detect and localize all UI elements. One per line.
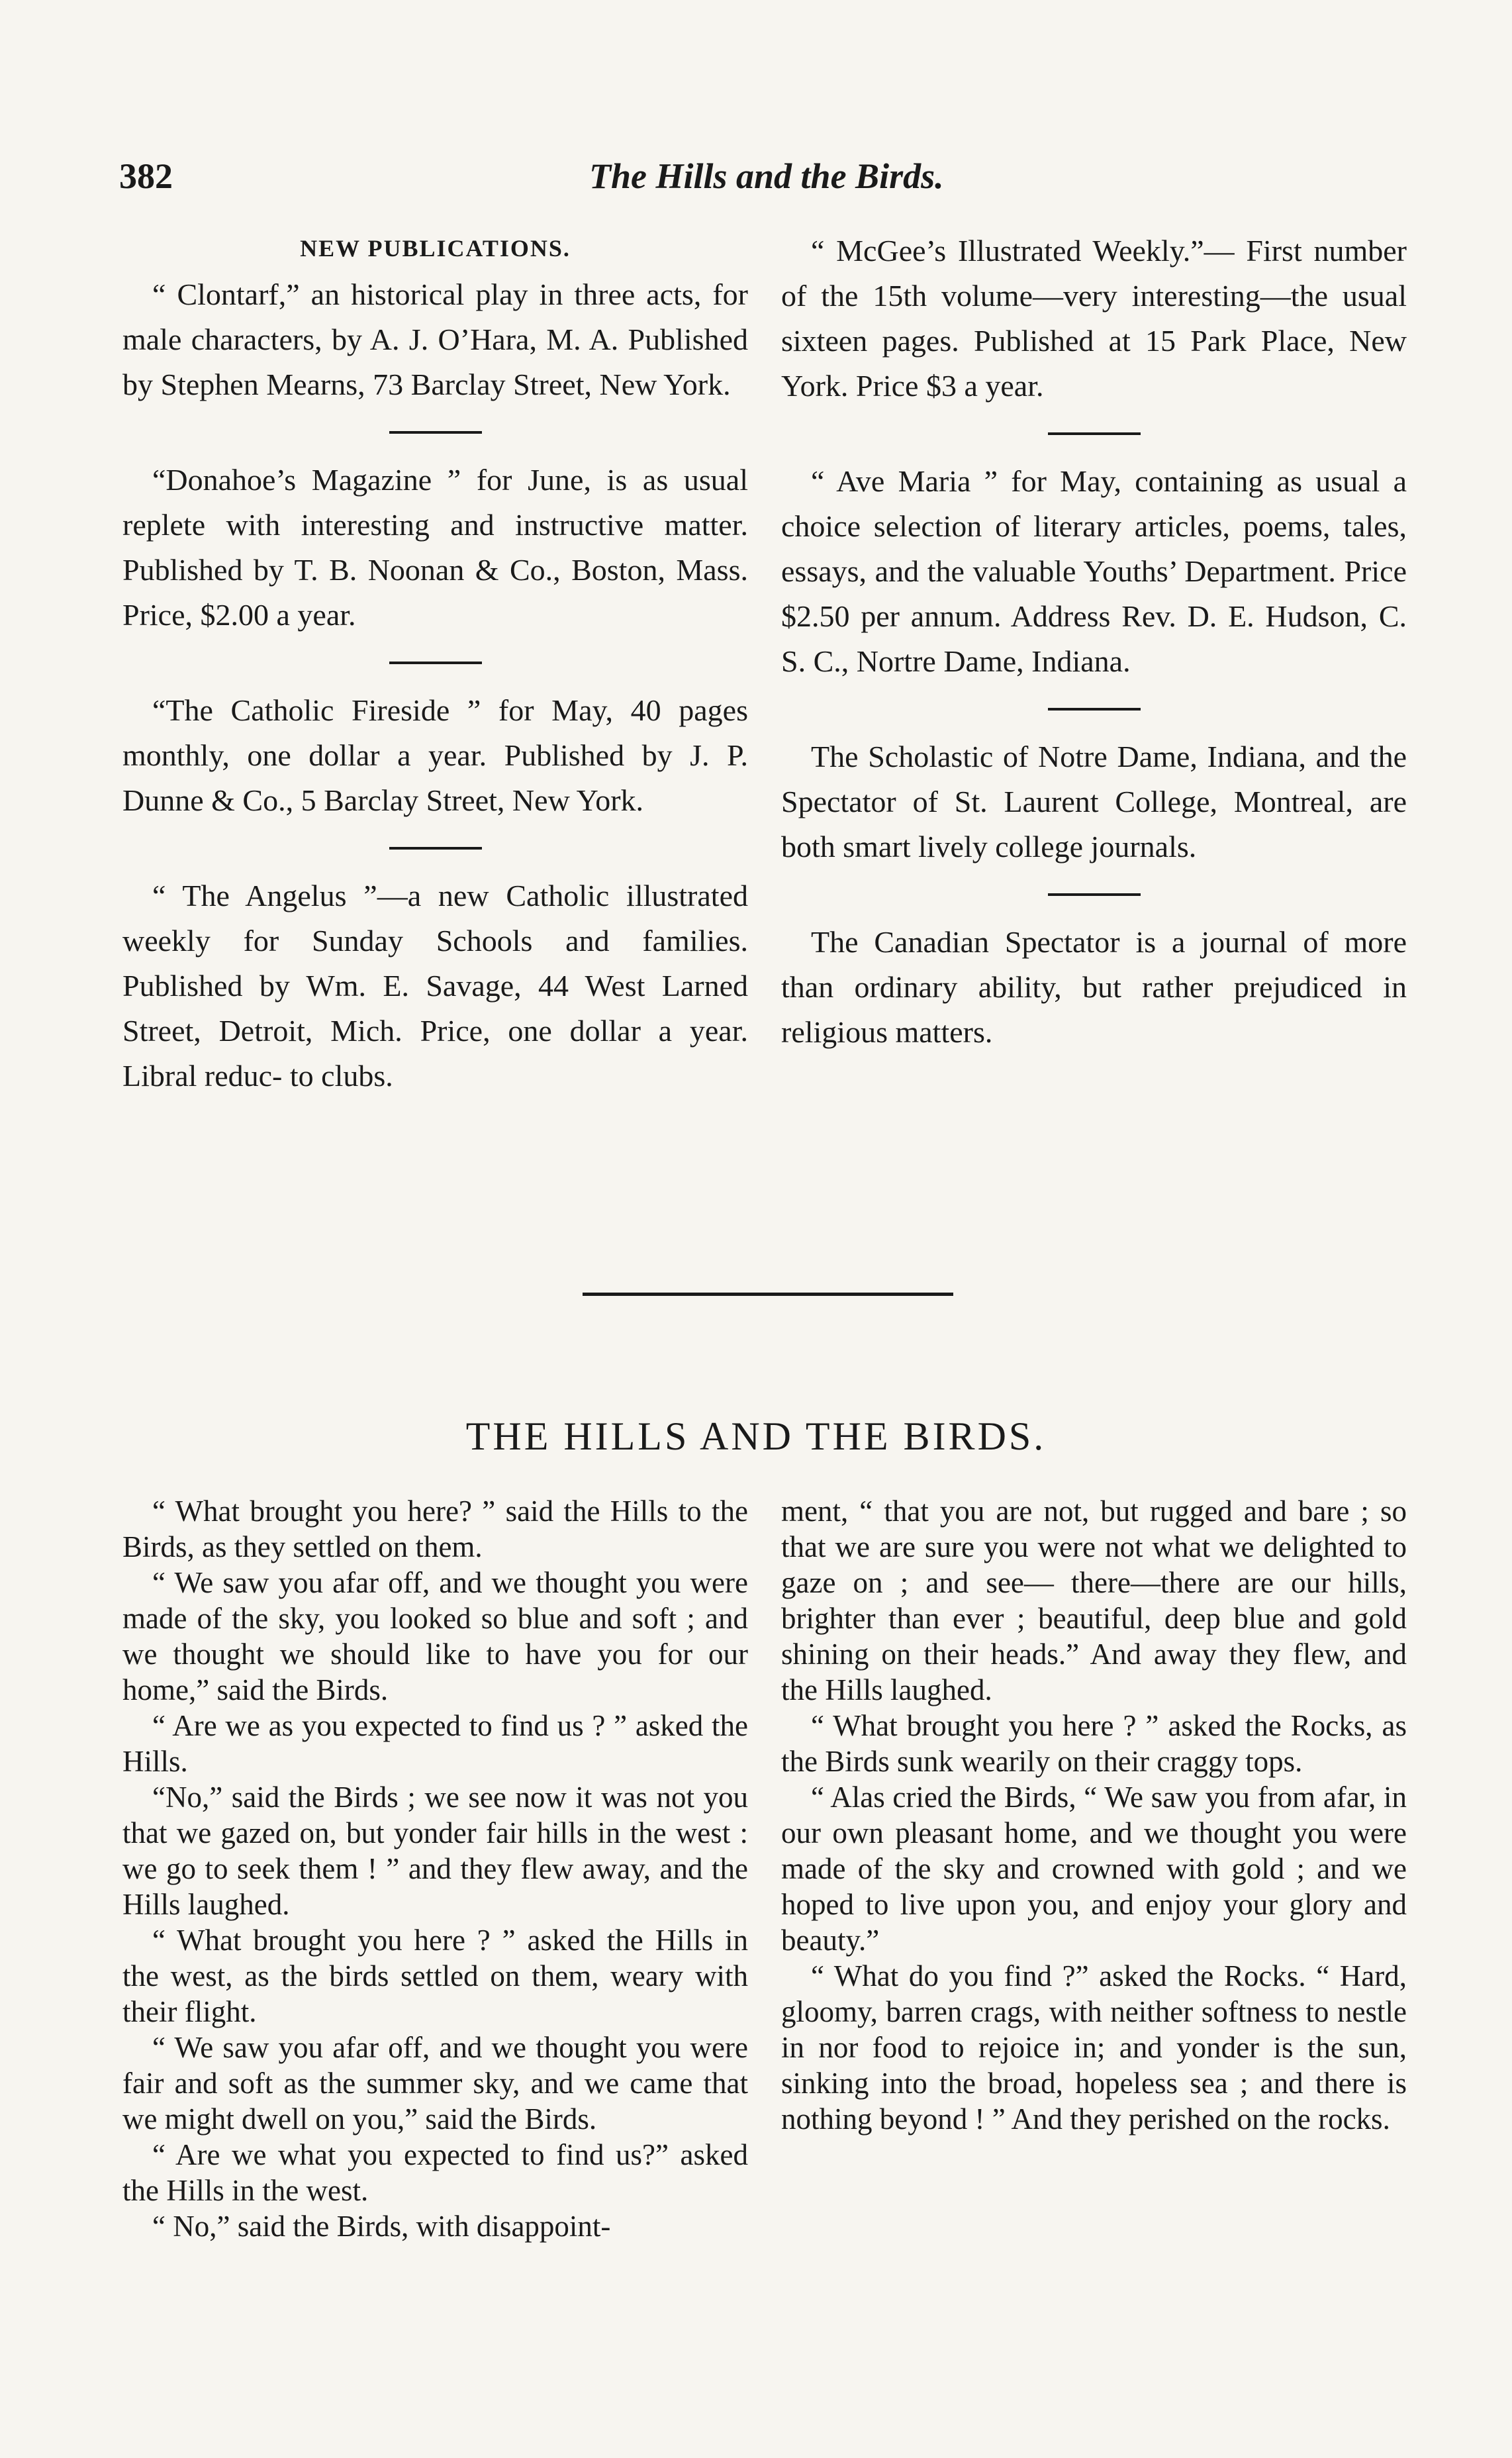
story-left-column	[122, 1493, 748, 2244]
story-paragraph-continued: ment, “ that you are not, but rugged and bare ; so that we are sure you were not what we delighted to gaze on ; and see— there—there are our hills, brighter than ever ; beautiful, deep blue and gold shining on their heads.” And away they flew, and the Hills laughed.	[781, 1495, 1407, 1706]
page-number: 382	[119, 156, 173, 196]
story-paragraph: “ Alas cried the Birds, “ We saw you from afar, in our own pleasant home, and we thought you were made of the sky and crowned with gold ; and we hoped to live upon you, and enjoy your glory and beauty.”	[781, 1781, 1407, 1957]
story-right-column	[781, 1493, 1407, 2137]
story-paragraph: “ No,” said the Birds, with disappoint-	[152, 2210, 611, 2243]
publication-entry: “Donahoe’s Magazine ” for June, is as usual replete with interesting and instructive matter. Published by T. B. Noonan & Co., Boston, Mass. Price, $2.00 a year.	[122, 463, 748, 632]
separator-rule	[389, 662, 482, 664]
separator-rule	[1048, 708, 1141, 711]
story-paragraph: “ What brought you here ? ” asked the Hills in the west, as the birds settled on them, weary with their flight.	[122, 1924, 748, 2028]
separator-rule	[1048, 432, 1141, 435]
section-heading: NEW PUBLICATIONS.	[300, 235, 571, 262]
publication-entry: “ McGee’s Illustrated Weekly.”— First number of the 15th volume—very interesting—the usual sixteen pages. Published at 15 Park Place, New York. Price $3 a year.	[781, 234, 1407, 403]
story-paragraph: “ Are we as you expected to find us ? ” asked the Hills.	[122, 1709, 748, 1778]
publication-entry: “ Ave Maria ” for May, containing as usual a choice selection of literary articles, poems, tales, essays, and the valuable Youths’ Department. Price $2.50 per annum. Address Rev. D. E. Hudson, C. S. C., Nortre Dame, Indiana.	[781, 464, 1407, 678]
story-paragraph: “ We saw you afar off, and we thought you were made of the sky, you looked so blue and soft ; and we thought we should like to have you for our home,” said the Birds.	[122, 1566, 748, 1706]
separator-rule	[389, 847, 482, 850]
section-divider-rule	[583, 1293, 953, 1296]
separator-rule	[389, 431, 482, 434]
story-paragraph: “ We saw you afar off, and we thought you were fair and soft as the summer sky, and we came that we might dwell on you,” said the Birds.	[122, 2031, 748, 2136]
publications-right-column	[781, 228, 1407, 1055]
story-paragraph: “ What do you find ?” asked the Rocks. “ Hard, gloomy, barren crags, with neither softness to nestle in nor food to rejoice in; and yonder is the sun, sinking into the broad, hopeless sea ; and there is nothing beyond ! ” And they perished on the rocks.	[781, 1959, 1407, 2136]
story-paragraph: “No,” said the Birds ; we see now it was not you that we gazed on, but yonder fair hills in the west : we go to seek them ! ” and they flew away, and the Hills laughed.	[122, 1781, 748, 1921]
publication-entry: “ Clontarf,” an historical play in three acts, for male characters, by A. J. O’Hara, M. A. Published by Stephen Mearns, 73 Barclay Street, New York.	[122, 277, 748, 401]
publication-entry: The Canadian Spectator is a journal of more than ordinary ability, but rather prejudiced in religious matters.	[781, 925, 1407, 1049]
publications-left-column	[122, 228, 748, 1099]
story-title: THE HILLS AND THE BIRDS.	[465, 1414, 1047, 1458]
separator-rule	[1048, 893, 1141, 896]
publication-entry: “ The Angelus ”—a new Catholic illustrated weekly for Sunday Schools and families. Published by Wm. E. Savage, 44 West Larned Street, Detroit, Mich. Price, one dollar a year. Libral reduc- to clubs.	[122, 879, 748, 1093]
story-paragraph: “ What brought you here ? ” asked the Rocks, as the Birds sunk wearily on their craggy tops.	[781, 1709, 1407, 1778]
running-title: The Hills and the Birds.	[589, 156, 944, 196]
publication-entry: The Scholastic of Notre Dame, Indiana, and the Spectator of St. Laurent College, Montreal, are both smart lively college journals.	[781, 740, 1407, 863]
story-paragraph: “ What brought you here? ” said the Hills to the Birds, as they settled on them.	[122, 1495, 748, 1563]
running-head	[119, 156, 1390, 202]
publication-entry: “The Catholic Fireside ” for May, 40 pages monthly, one dollar a year. Published by J. P. Dunne & Co., 5 Barclay Street, New York.	[122, 693, 748, 817]
story-paragraph: “ Are we what you expected to find us?” asked the Hills in the west.	[122, 2138, 748, 2207]
